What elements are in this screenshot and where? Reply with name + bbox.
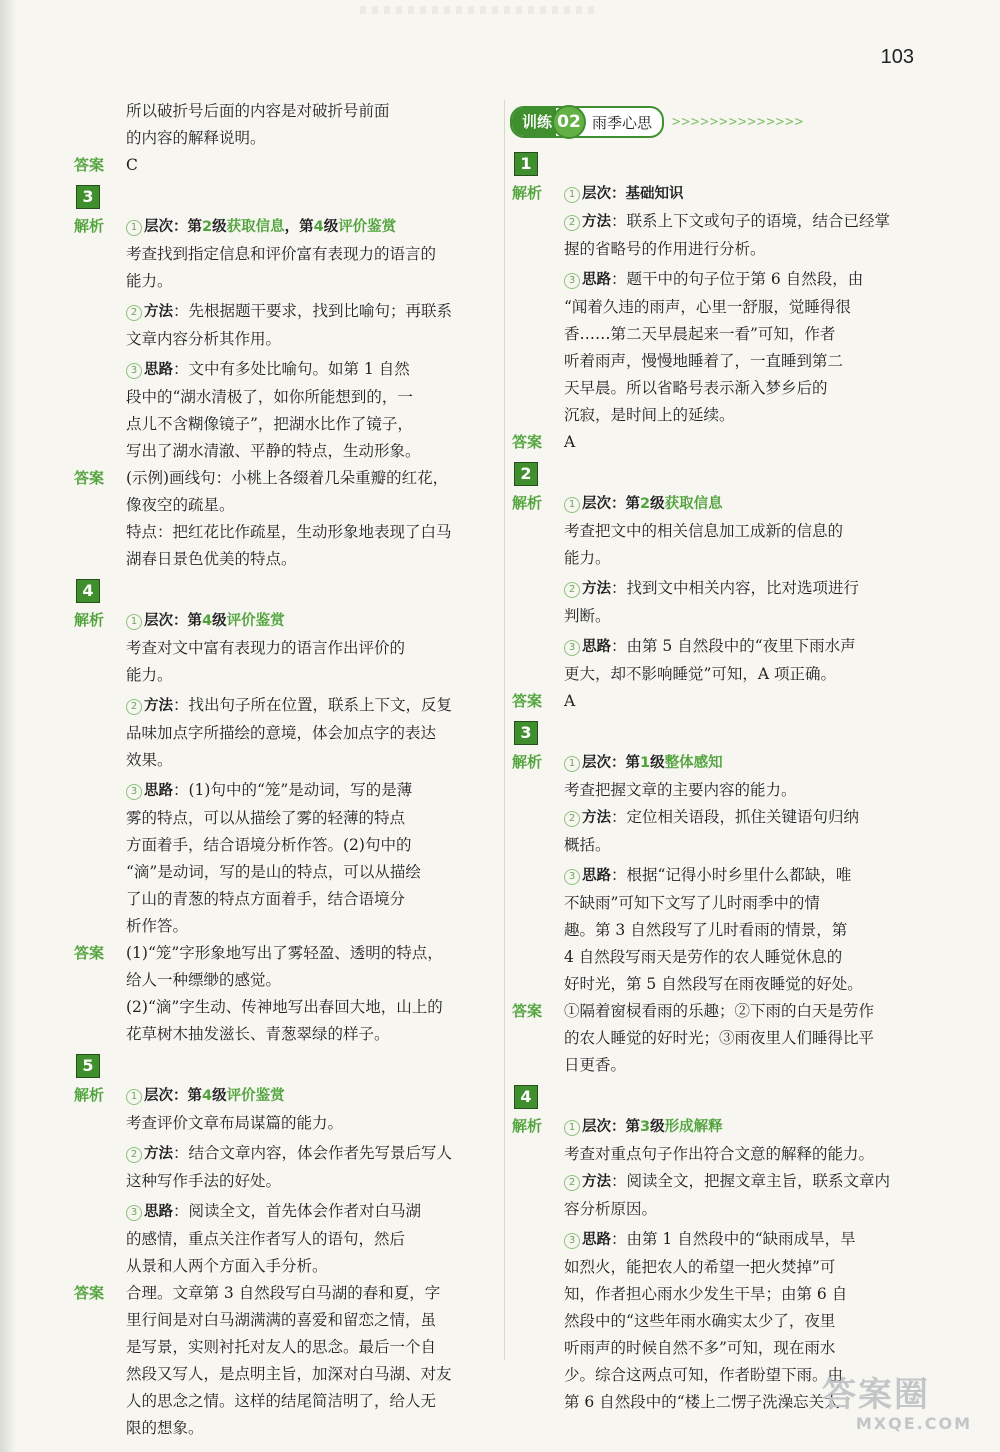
text-line: 方面着手，结合语境分析作答。(2)句中的 [126, 836, 412, 854]
text-line: 品味加点字所描绘的意境，体会加点字的表达 [126, 724, 437, 742]
text-line: 不缺雨”可知下文写了儿时雨季中的情 [564, 894, 820, 912]
method-line: 2 方法：先根据题干要求，找到比喻句；再联系 [126, 298, 478, 326]
answer-row [512, 998, 920, 1079]
text-line: 从景和人两个方面入手分析。 [126, 1257, 328, 1275]
method-line: 2 方法：找出句子所在位置，联系上下文，反复 [126, 692, 478, 720]
method-line: 2 方法：联系上下文或句子的语境，结合已经掌 [564, 208, 916, 236]
analysis-row [512, 1113, 920, 1416]
section-tag [510, 106, 664, 138]
circled-2-icon: 2 [126, 1147, 142, 1163]
text-line: 第 6 自然段中的“楼上二愣子洗澡忘关太 [564, 1393, 840, 1411]
circled-2-icon: 2 [126, 305, 142, 321]
idea-line: 3 思路：文中有多处比喻句。如第 1 自然 [126, 356, 478, 384]
section-title: 雨季心思 [592, 113, 653, 132]
idea-line: 3 思路：题干中的句子位于第 6 自然段，由 [564, 266, 916, 294]
text-line: 限的想象。 [126, 1419, 204, 1437]
text-line: “闻着久违的雨声，心里一舒服，觉睡得很 [564, 298, 851, 316]
circled-2-icon: 2 [564, 1175, 580, 1191]
text-line: 给人一种缥缈的感觉。 [126, 971, 282, 989]
text-line: 然段中的“这些年雨水确实太少了，夜里 [564, 1312, 836, 1330]
text-line: 花草树木抽发滋长、青葱翠绿的样子。 [126, 1025, 390, 1043]
answer-row [74, 465, 482, 573]
text-line: (1)“笼”字形象地写出了雾轻盈、透明的特点， [126, 944, 443, 962]
banner-arrows-icon: >>>>>>>>>>>>>> [672, 114, 805, 130]
text-line: (2)“滴”字生动、传神地写出春回大地，山上的 [126, 998, 443, 1016]
text-line: 好时光，第 5 自然段写在雨夜睡觉的好处。 [564, 975, 863, 993]
text-line: 如烈火，能把农人的希望一把火焚掉”可 [564, 1258, 836, 1276]
scan-artifact [360, 6, 600, 14]
text-line: 段中的“湖水清极了，如你所能想到的，一 [126, 388, 413, 406]
answer-label: 答案 [74, 944, 105, 962]
analysis-row [74, 607, 482, 940]
text-line: 能力。 [564, 549, 611, 567]
intro-continuation [74, 98, 482, 152]
text-line: 了山的青葱的特点方面着手，结合语境分 [126, 890, 406, 908]
text-line: 雾的特点，可以从描绘了雾的轻薄的特点 [126, 809, 406, 827]
level-line: 1 层次：第3级形成解释 [564, 1113, 916, 1141]
method-line: 2 方法：结合文章内容，体会作者先写景后写人 [126, 1140, 478, 1168]
method-line: 2 方法：阅读全文，把握文章主旨，联系文章内 [564, 1168, 916, 1196]
level-line: 1 层次：第1级整体感知 [564, 749, 916, 777]
answer-label: 答案 [74, 156, 105, 174]
text-line: 判断。 [564, 607, 611, 625]
circled-1-icon: 1 [564, 187, 580, 203]
method-line: 2 方法：找到文中相关内容，比对选项进行 [564, 575, 916, 603]
section-number: 02 [552, 105, 586, 139]
analysis-row [512, 490, 920, 688]
text-line: 概括。 [564, 836, 611, 854]
answer-row [512, 429, 920, 456]
text-line: 日更香。 [564, 1056, 627, 1074]
question-number-5: 5 [76, 1054, 100, 1078]
watermark-logo-text: 答案圈 [822, 1375, 930, 1415]
text-line: 特点：把红花比作疏星，生动形象地表现了白马 [126, 523, 452, 541]
analysis-label: 解析 [74, 217, 105, 235]
text-line: 效果。 [126, 751, 173, 769]
text-line: 考查对重点句子作出符合文意的解释的能力。 [564, 1145, 875, 1163]
section-banner [510, 104, 920, 140]
text-line: 考查找到指定信息和评价富有表现力的语言的 [126, 245, 437, 263]
question-number-3: 3 [76, 185, 100, 209]
column-divider [504, 100, 505, 1360]
answer-label: 答案 [512, 433, 543, 451]
text-line: “滴”是动词，写的是山的特点，可以从描绘 [126, 863, 421, 881]
text-line: 湖春日景色优美的特点。 [126, 550, 297, 568]
question-number-3: 3 [514, 721, 538, 745]
text-line: 容分析原因。 [564, 1200, 658, 1218]
answer-text: A [564, 433, 576, 451]
right-column [512, 96, 920, 1416]
text-line: 4 自然段写雨天是劳作的农人睡觉休息的 [564, 948, 843, 966]
answer-label: 答案 [74, 1284, 105, 1302]
text-line: 合理。文章第 3 自然段写白马湖的春和夏，字 [126, 1284, 441, 1302]
answer-text: A [564, 692, 576, 710]
text-line: (示例)画线句：小桃上各缀着几朵重瓣的红花， [126, 469, 449, 487]
level-line: 1 层次：基础知识 [564, 180, 916, 208]
text-line: 的内容的解释说明。 [126, 129, 266, 147]
text-line: 少。综合这两点可知，作者盼望下雨。由 [564, 1366, 844, 1384]
text-line: 像夜空的疏星。 [126, 496, 235, 514]
circled-1-icon: 1 [564, 1120, 580, 1136]
answer-label: 答案 [512, 1002, 543, 1020]
analysis-row [512, 180, 920, 429]
text-line: 天早晨。所以省略号表示渐入梦乡后的 [564, 379, 828, 397]
method-line: 2 方法：定位相关语段，抓住关键语句归纳 [564, 804, 916, 832]
text-line: 能力。 [126, 666, 173, 684]
text-line: 人的思念之情。这样的结尾简洁明了，给人无 [126, 1392, 437, 1410]
text-line: 所以破折号后面的内容是对破折号前面 [126, 102, 390, 120]
answer-row [74, 1280, 482, 1442]
page-edge-shadow [0, 0, 16, 1452]
left-column [74, 98, 482, 1442]
analysis-row [512, 749, 920, 998]
circled-2-icon: 2 [126, 699, 142, 715]
text-line: 听着雨声，慢慢地睡着了，一直睡到第二 [564, 352, 844, 370]
intro-answer-row [74, 152, 482, 179]
text-line: ①隔着窗棂看雨的乐趣；②下雨的白天是劳作 [564, 1002, 875, 1020]
analysis-label: 解析 [512, 494, 543, 512]
analysis-label: 解析 [512, 184, 543, 202]
circled-3-icon: 3 [564, 640, 580, 656]
idea-line: 3 思路：根据“记得小时乡里什么都缺，唯 [564, 862, 916, 890]
analysis-label: 解析 [512, 753, 543, 771]
idea-line: 3 思路：(1)句中的“笼”是动词，写的是薄 [126, 777, 478, 805]
circled-1-icon: 1 [126, 1089, 142, 1105]
circled-1-icon: 1 [126, 220, 142, 236]
watermark-logo [822, 1376, 972, 1438]
level-line: 1 层次：第2级获取信息 [564, 490, 916, 518]
circled-2-icon: 2 [564, 582, 580, 598]
level-line: 1 层次：第4级评价鉴赏 [126, 607, 478, 635]
text-line: 是写景，实则衬托对友人的思念。最后一个自 [126, 1338, 437, 1356]
answer-label: 答案 [512, 692, 543, 710]
circled-1-icon: 1 [564, 756, 580, 772]
text-line: 析作答。 [126, 917, 189, 935]
text-line: 里行间是对白马湖满满的喜爱和留恋之情，虽 [126, 1311, 437, 1329]
idea-line: 3 思路：由第 1 自然段中的“缺雨成旱，旱 [564, 1226, 916, 1254]
text-line: 考查把握文章的主要内容的能力。 [564, 781, 797, 799]
text-line: 香……第二天早晨起来一看”可知，作者 [564, 325, 836, 343]
level-line: 1 层次：第2级获取信息，第4级评价鉴赏 [126, 213, 478, 241]
text-line: 这种写作手法的好处。 [126, 1172, 282, 1190]
page-number: 103 [880, 46, 914, 68]
circled-2-icon: 2 [564, 811, 580, 827]
text-line: 然段又写人，是点明主旨，加深对白马湖、对友 [126, 1365, 452, 1383]
analysis-row [74, 213, 482, 465]
circled-3-icon: 3 [126, 784, 142, 800]
level-line: 1 层次：第4级评价鉴赏 [126, 1082, 478, 1110]
text-line: 知，作者担心雨水少发生干旱；由第 6 自 [564, 1285, 848, 1303]
circled-1-icon: 1 [564, 497, 580, 513]
circled-2-icon: 2 [564, 215, 580, 231]
text-line: 写出了湖水清澈、平静的特点，生动形象。 [126, 442, 421, 460]
analysis-label: 解析 [74, 1086, 105, 1104]
text-line: 沉寂，是时间上的延续。 [564, 406, 735, 424]
question-number-4: 4 [76, 579, 100, 603]
question-number-4: 4 [514, 1085, 538, 1109]
analysis-label: 解析 [74, 611, 105, 629]
text-line: 考查对文中富有表现力的语言作出评价的 [126, 639, 406, 657]
analysis-label: 解析 [512, 1117, 543, 1135]
question-number-2: 2 [514, 462, 538, 486]
circled-3-icon: 3 [126, 1205, 142, 1221]
idea-line: 3 思路：阅读全文，首先体会作者对白马湖 [126, 1198, 478, 1226]
text-line: 趣。第 3 自然段写了儿时看雨的情景，第 [564, 921, 848, 939]
circled-1-icon: 1 [126, 614, 142, 630]
text-line: 能力。 [126, 272, 173, 290]
text-line: 听雨声的时候自然不多”可知，现在雨水 [564, 1339, 836, 1357]
circled-3-icon: 3 [564, 273, 580, 289]
section-label: 训练 [512, 108, 556, 136]
circled-3-icon: 3 [564, 869, 580, 885]
analysis-row [74, 1082, 482, 1280]
text-line: 更大，却不影响睡觉”可知，A 项正确。 [564, 665, 837, 683]
answer-text: C [126, 156, 138, 174]
text-line: 的农人睡觉的好时光；③雨夜里人们睡得比平 [564, 1029, 875, 1047]
answer-row [512, 688, 920, 715]
answer-label: 答案 [74, 469, 105, 487]
question-number-1: 1 [514, 152, 538, 176]
text-line: 考查评价文章布局谋篇的能力。 [126, 1114, 344, 1132]
circled-3-icon: 3 [564, 1233, 580, 1249]
watermark-site: MXQE.COM [855, 1414, 972, 1433]
idea-line: 3 思路：由第 5 自然段中的“夜里下雨水声 [564, 633, 916, 661]
answer-row [74, 940, 482, 1048]
circled-3-icon: 3 [126, 363, 142, 379]
text-line: 考查把文中的相关信息加工成新的信息的 [564, 522, 844, 540]
text-line: 点儿不含糊像镜子”，把湖水比作了镜子， [126, 415, 413, 433]
text-line: 握的省略号的作用进行分析。 [564, 240, 766, 258]
text-line: 的感情，重点关注作者写人的语句，然后 [126, 1230, 406, 1248]
text-line: 文章内容分析其作用。 [126, 330, 282, 348]
